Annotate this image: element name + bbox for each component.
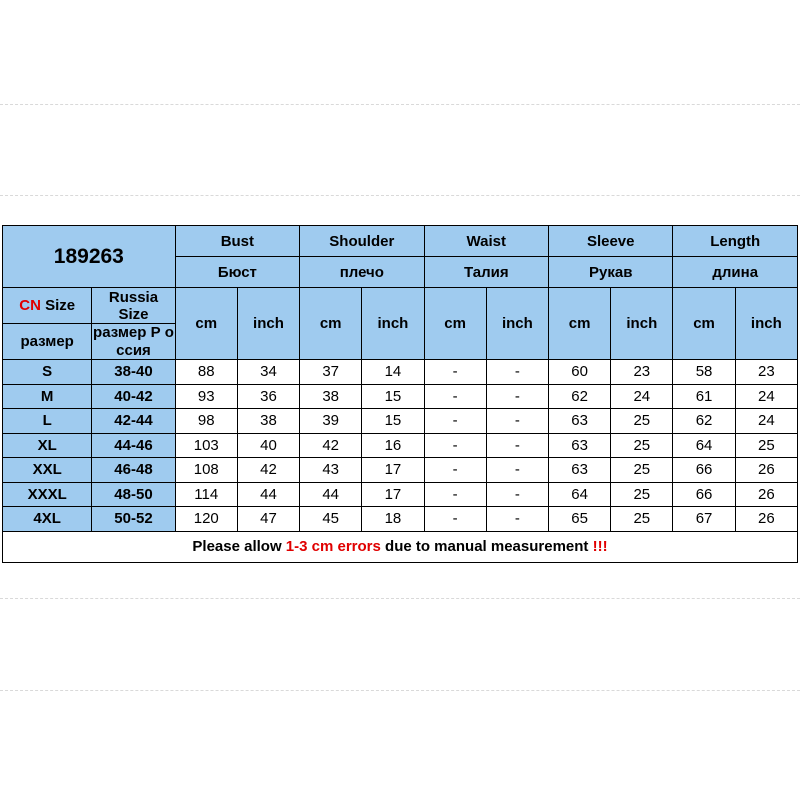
value-cell: 63 bbox=[548, 409, 610, 434]
value-cell: 108 bbox=[175, 458, 237, 483]
value-cell: - bbox=[424, 507, 486, 532]
value-cell: 66 bbox=[673, 482, 735, 507]
value-cell: 34 bbox=[237, 360, 299, 385]
cn-size-header bbox=[3, 288, 92, 360]
russia-size-cell: 50-52 bbox=[92, 507, 175, 532]
bust-cm-unit: cm bbox=[175, 288, 237, 360]
table-row bbox=[3, 433, 798, 458]
size-chart-table bbox=[2, 225, 798, 563]
table-row bbox=[3, 507, 798, 532]
waist-header-ru: Талия bbox=[424, 257, 548, 288]
length-cm-unit: cm bbox=[673, 288, 735, 360]
russia-size-cell: 46-48 bbox=[92, 458, 175, 483]
size-cell: S bbox=[3, 360, 92, 385]
value-cell: 38 bbox=[237, 409, 299, 434]
value-cell: - bbox=[486, 409, 548, 434]
value-cell: 67 bbox=[673, 507, 735, 532]
waist-inch-unit: inch bbox=[486, 288, 548, 360]
value-cell: 39 bbox=[300, 409, 362, 434]
value-cell: 26 bbox=[735, 458, 797, 483]
length-header-ru: длина bbox=[673, 257, 798, 288]
value-cell: - bbox=[424, 482, 486, 507]
measurement-note bbox=[3, 531, 798, 562]
size-cell: XXXL bbox=[3, 482, 92, 507]
value-cell: - bbox=[486, 433, 548, 458]
value-cell: 98 bbox=[175, 409, 237, 434]
value-cell: 24 bbox=[735, 384, 797, 409]
value-cell: 25 bbox=[735, 433, 797, 458]
value-cell: 42 bbox=[237, 458, 299, 483]
sleeve-inch-unit: inch bbox=[611, 288, 673, 360]
length-header: Length bbox=[673, 226, 798, 257]
value-cell: 64 bbox=[673, 433, 735, 458]
value-cell: 114 bbox=[175, 482, 237, 507]
value-cell: 24 bbox=[611, 384, 673, 409]
value-cell: 26 bbox=[735, 482, 797, 507]
value-cell: 62 bbox=[548, 384, 610, 409]
value-cell: 62 bbox=[673, 409, 735, 434]
size-cell: XXL bbox=[3, 458, 92, 483]
value-cell: 17 bbox=[362, 482, 424, 507]
russia-size-cell: 40-42 bbox=[92, 384, 175, 409]
value-cell: 93 bbox=[175, 384, 237, 409]
value-cell: 65 bbox=[548, 507, 610, 532]
sleeve-cm-unit: cm bbox=[548, 288, 610, 360]
value-cell: 63 bbox=[548, 458, 610, 483]
value-cell: 60 bbox=[548, 360, 610, 385]
russia-size-cell: 44-46 bbox=[92, 433, 175, 458]
value-cell: 16 bbox=[362, 433, 424, 458]
value-cell: 25 bbox=[611, 433, 673, 458]
bust-header: Bust bbox=[175, 226, 299, 257]
cn-size-ru: размер bbox=[20, 333, 74, 350]
russia-size-label: Size bbox=[118, 306, 149, 323]
table-row bbox=[3, 458, 798, 483]
value-cell: 120 bbox=[175, 507, 237, 532]
value-cell: 26 bbox=[735, 507, 797, 532]
cn-label: CN bbox=[19, 297, 41, 314]
note-text-end: due to manual measurement bbox=[380, 538, 593, 555]
value-cell: 58 bbox=[673, 360, 735, 385]
value-cell: - bbox=[486, 458, 548, 483]
shoulder-inch-unit: inch bbox=[362, 288, 424, 360]
value-cell: - bbox=[486, 507, 548, 532]
value-cell: 23 bbox=[611, 360, 673, 385]
russia-size-cell: 42-44 bbox=[92, 409, 175, 434]
value-cell: 61 bbox=[673, 384, 735, 409]
value-cell: - bbox=[486, 384, 548, 409]
value-cell: 17 bbox=[362, 458, 424, 483]
value-cell: - bbox=[486, 360, 548, 385]
russia-label: Russia bbox=[108, 289, 159, 306]
size-cell: 4XL bbox=[3, 507, 92, 532]
russia-size-header bbox=[92, 288, 175, 360]
russia-size-ru: размер Р оссия bbox=[93, 324, 174, 359]
value-cell: 18 bbox=[362, 507, 424, 532]
size-cell: XL bbox=[3, 433, 92, 458]
note-text-start: Please allow bbox=[192, 538, 286, 555]
value-cell: 66 bbox=[673, 458, 735, 483]
russia-size-cell: 38-40 bbox=[92, 360, 175, 385]
value-cell: 25 bbox=[611, 482, 673, 507]
sleeve-header-ru: Рукав bbox=[548, 257, 672, 288]
value-cell: - bbox=[424, 360, 486, 385]
value-cell: 36 bbox=[237, 384, 299, 409]
note-error-range: 1-3 cm errors bbox=[285, 538, 381, 555]
waist-header: Waist bbox=[424, 226, 548, 257]
table-row bbox=[3, 409, 798, 434]
shoulder-header-ru: плечо bbox=[300, 257, 424, 288]
value-cell: 64 bbox=[548, 482, 610, 507]
waist-cm-unit: cm bbox=[424, 288, 486, 360]
shoulder-cm-unit: cm bbox=[300, 288, 362, 360]
note-exclamation: !!! bbox=[592, 538, 608, 555]
value-cell: - bbox=[424, 384, 486, 409]
value-cell: 103 bbox=[175, 433, 237, 458]
value-cell: 25 bbox=[611, 458, 673, 483]
value-cell: 63 bbox=[548, 433, 610, 458]
value-cell: 15 bbox=[362, 384, 424, 409]
value-cell: 37 bbox=[300, 360, 362, 385]
value-cell: 40 bbox=[237, 433, 299, 458]
table-row bbox=[3, 360, 798, 385]
value-cell: - bbox=[424, 458, 486, 483]
sleeve-header: Sleeve bbox=[548, 226, 672, 257]
size-cell: L bbox=[3, 409, 92, 434]
value-cell: 47 bbox=[237, 507, 299, 532]
table-row bbox=[3, 384, 798, 409]
value-cell: 14 bbox=[362, 360, 424, 385]
value-cell: 43 bbox=[300, 458, 362, 483]
value-cell: 25 bbox=[611, 409, 673, 434]
russia-size-cell: 48-50 bbox=[92, 482, 175, 507]
value-cell: 45 bbox=[300, 507, 362, 532]
value-cell: 23 bbox=[735, 360, 797, 385]
value-cell: - bbox=[424, 433, 486, 458]
value-cell: 24 bbox=[735, 409, 797, 434]
size-cell: M bbox=[3, 384, 92, 409]
length-inch-unit: inch bbox=[735, 288, 797, 360]
value-cell: 25 bbox=[611, 507, 673, 532]
bust-header-ru: Бюст bbox=[175, 257, 299, 288]
value-cell: - bbox=[424, 409, 486, 434]
table-row bbox=[3, 482, 798, 507]
value-cell: 15 bbox=[362, 409, 424, 434]
value-cell: - bbox=[486, 482, 548, 507]
value-cell: 42 bbox=[300, 433, 362, 458]
value-cell: 44 bbox=[300, 482, 362, 507]
value-cell: 88 bbox=[175, 360, 237, 385]
shoulder-header: Shoulder bbox=[300, 226, 424, 257]
value-cell: 38 bbox=[300, 384, 362, 409]
value-cell: 44 bbox=[237, 482, 299, 507]
bust-inch-unit: inch bbox=[237, 288, 299, 360]
product-id: 189263 bbox=[3, 226, 176, 288]
size-label: Size bbox=[40, 297, 76, 314]
